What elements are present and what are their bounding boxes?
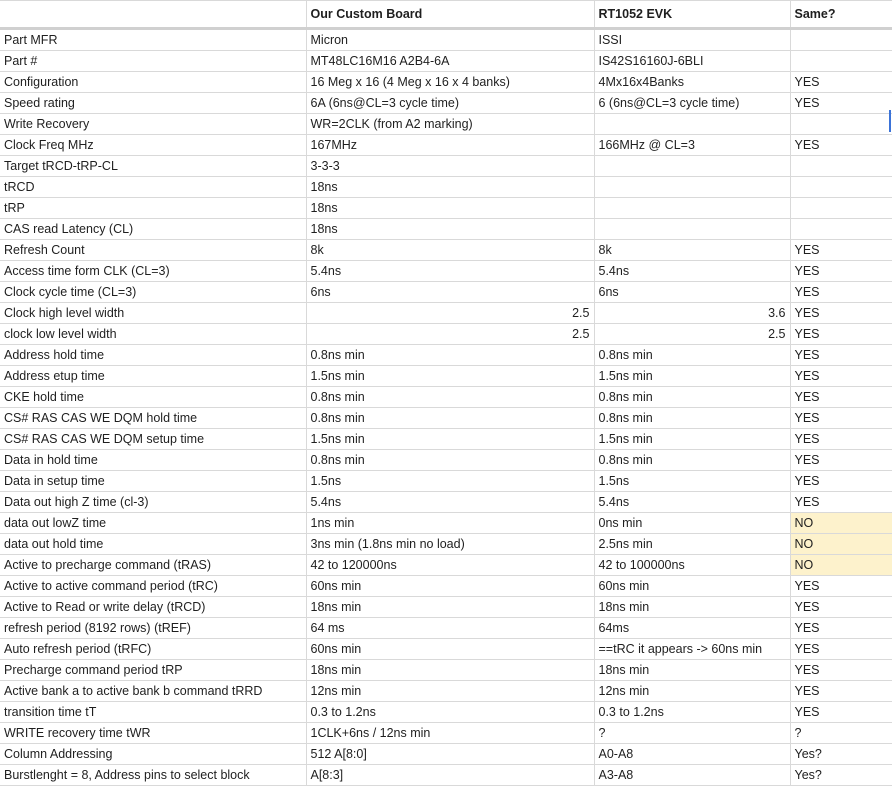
- same-flag-cell[interactable]: ?: [790, 723, 892, 744]
- same-flag-cell[interactable]: [790, 29, 892, 51]
- value-cell[interactable]: 0.8ns min: [306, 450, 594, 471]
- row-label-cell[interactable]: Auto refresh period (tRFC): [0, 639, 306, 660]
- value-cell[interactable]: [594, 198, 790, 219]
- table-row: [0, 240, 892, 261]
- row-label-cell[interactable]: WRITE recovery time tWR: [0, 723, 306, 744]
- value-cell[interactable]: 2.5: [594, 324, 790, 345]
- same-flag-cell[interactable]: [790, 177, 892, 198]
- row-label-cell[interactable]: Part #: [0, 51, 306, 72]
- column-header[interactable]: RT1052 EVK: [594, 1, 790, 29]
- same-flag-cell[interactable]: YES: [790, 471, 892, 492]
- value-cell[interactable]: 8k: [594, 240, 790, 261]
- table-row: [0, 555, 892, 576]
- same-flag-cell[interactable]: YES: [790, 660, 892, 681]
- row-label-cell[interactable]: Column Addressing: [0, 744, 306, 765]
- table-row: [0, 177, 892, 198]
- value-cell[interactable]: 1CLK+6ns / 12ns min: [306, 723, 594, 744]
- value-cell[interactable]: 5.4ns: [306, 261, 594, 282]
- same-flag-cell[interactable]: YES: [790, 681, 892, 702]
- value-cell[interactable]: 1.5ns: [306, 471, 594, 492]
- row-label-cell[interactable]: CS# RAS CAS WE DQM setup time: [0, 429, 306, 450]
- row-label-cell[interactable]: tRP: [0, 198, 306, 219]
- value-cell[interactable]: 3ns min (1.8ns min no load): [306, 534, 594, 555]
- same-flag-cell[interactable]: [790, 156, 892, 177]
- value-cell[interactable]: 8k: [306, 240, 594, 261]
- value-cell[interactable]: 0.3 to 1.2ns: [306, 702, 594, 723]
- value-cell[interactable]: 64 ms: [306, 618, 594, 639]
- value-cell[interactable]: 3-3-3: [306, 156, 594, 177]
- value-cell[interactable]: 2.5ns min: [594, 534, 790, 555]
- column-header[interactable]: Same?: [790, 1, 892, 29]
- value-cell[interactable]: 0.8ns min: [306, 408, 594, 429]
- value-cell[interactable]: IS42S16160J-6BLI: [594, 51, 790, 72]
- same-flag-cell[interactable]: [790, 219, 892, 240]
- table-row: [0, 429, 892, 450]
- table-row: [0, 765, 892, 786]
- value-cell[interactable]: 1.5ns min: [306, 429, 594, 450]
- row-label-cell[interactable]: Precharge command period tRP: [0, 660, 306, 681]
- same-flag-cell[interactable]: YES: [790, 366, 892, 387]
- row-label-cell[interactable]: Active to Read or write delay (tRCD): [0, 597, 306, 618]
- table-row: [0, 618, 892, 639]
- same-flag-cell[interactable]: YES: [790, 618, 892, 639]
- table-row: [0, 471, 892, 492]
- value-cell[interactable]: 0.8ns min: [594, 450, 790, 471]
- row-label-cell[interactable]: Write Recovery: [0, 114, 306, 135]
- value-cell[interactable]: 6ns: [594, 282, 790, 303]
- value-cell[interactable]: [594, 219, 790, 240]
- same-flag-cell[interactable]: YES: [790, 261, 892, 282]
- value-cell[interactable]: 166MHz @ CL=3: [594, 135, 790, 156]
- row-label-cell[interactable]: Active to active command period (tRC): [0, 576, 306, 597]
- row-label-cell[interactable]: Target tRCD-tRP-CL: [0, 156, 306, 177]
- same-flag-cell[interactable]: YES: [790, 303, 892, 324]
- row-label-cell[interactable]: refresh period (8192 rows) (tREF): [0, 618, 306, 639]
- table-row: [0, 744, 892, 765]
- row-label-cell[interactable]: Clock high level width: [0, 303, 306, 324]
- value-cell[interactable]: 18ns: [306, 177, 594, 198]
- cell-cursor-marker: [889, 110, 891, 132]
- table-row: [0, 261, 892, 282]
- value-cell[interactable]: 6A (6ns@CL=3 cycle time): [306, 93, 594, 114]
- value-cell[interactable]: 18ns min: [594, 597, 790, 618]
- table-row: [0, 681, 892, 702]
- same-flag-cell[interactable]: YES: [790, 639, 892, 660]
- row-label-cell[interactable]: data out hold time: [0, 534, 306, 555]
- same-flag-cell[interactable]: YES: [790, 72, 892, 93]
- row-label-cell[interactable]: CS# RAS CAS WE DQM hold time: [0, 408, 306, 429]
- value-cell[interactable]: 12ns min: [594, 681, 790, 702]
- value-cell[interactable]: 0.8ns min: [594, 387, 790, 408]
- value-cell[interactable]: 18ns min: [306, 660, 594, 681]
- same-flag-cell[interactable]: Yes?: [790, 765, 892, 786]
- row-label-cell[interactable]: tRCD: [0, 177, 306, 198]
- row-label-cell[interactable]: Data in setup time: [0, 471, 306, 492]
- row-label-cell[interactable]: transition time tT: [0, 702, 306, 723]
- value-cell[interactable]: 18ns: [306, 219, 594, 240]
- value-cell[interactable]: 18ns: [306, 198, 594, 219]
- value-cell[interactable]: 3.6: [594, 303, 790, 324]
- table-row: [0, 29, 892, 51]
- value-cell[interactable]: ISSI: [594, 29, 790, 51]
- value-cell[interactable]: A0-A8: [594, 744, 790, 765]
- same-flag-cell[interactable]: NO: [790, 513, 892, 534]
- same-flag-cell[interactable]: YES: [790, 597, 892, 618]
- table-row: [0, 219, 892, 240]
- table-row: [0, 51, 892, 72]
- value-cell[interactable]: MT48LC16M16 A2B4-6A: [306, 51, 594, 72]
- value-cell[interactable]: 0.8ns min: [594, 408, 790, 429]
- table-row: [0, 723, 892, 744]
- row-label-cell[interactable]: Part MFR: [0, 29, 306, 51]
- value-cell[interactable]: 1.5ns: [594, 471, 790, 492]
- same-flag-cell[interactable]: YES: [790, 93, 892, 114]
- same-flag-cell[interactable]: YES: [790, 282, 892, 303]
- value-cell[interactable]: Micron: [306, 29, 594, 51]
- value-cell[interactable]: 1.5ns min: [594, 429, 790, 450]
- same-flag-cell[interactable]: YES: [790, 387, 892, 408]
- row-label-cell[interactable]: Address etup time: [0, 366, 306, 387]
- value-cell[interactable]: 60ns min: [594, 576, 790, 597]
- value-cell[interactable]: 6ns: [306, 282, 594, 303]
- value-cell[interactable]: WR=2CLK (from A2 marking): [306, 114, 594, 135]
- value-cell[interactable]: 18ns min: [594, 660, 790, 681]
- same-flag-cell[interactable]: YES: [790, 240, 892, 261]
- value-cell[interactable]: [594, 177, 790, 198]
- same-flag-cell[interactable]: Yes?: [790, 744, 892, 765]
- row-label-cell[interactable]: Speed rating: [0, 93, 306, 114]
- row-label-cell[interactable]: data out lowZ time: [0, 513, 306, 534]
- same-flag-cell[interactable]: YES: [790, 492, 892, 513]
- value-cell[interactable]: A[8:3]: [306, 765, 594, 786]
- same-flag-cell[interactable]: [790, 198, 892, 219]
- value-cell[interactable]: 0.8ns min: [306, 345, 594, 366]
- row-label-cell[interactable]: Clock Freq MHz: [0, 135, 306, 156]
- value-cell[interactable]: 0.8ns min: [594, 345, 790, 366]
- value-cell[interactable]: 18ns min: [306, 597, 594, 618]
- row-label-cell[interactable]: Configuration: [0, 72, 306, 93]
- value-cell[interactable]: [594, 114, 790, 135]
- same-flag-cell[interactable]: NO: [790, 534, 892, 555]
- row-label-cell[interactable]: CKE hold time: [0, 387, 306, 408]
- same-flag-cell[interactable]: NO: [790, 555, 892, 576]
- same-flag-cell[interactable]: YES: [790, 702, 892, 723]
- same-flag-cell[interactable]: YES: [790, 576, 892, 597]
- same-flag-cell[interactable]: YES: [790, 135, 892, 156]
- value-cell[interactable]: 5.4ns: [594, 261, 790, 282]
- header-row: [0, 1, 892, 29]
- value-cell[interactable]: 42 to 100000ns: [594, 555, 790, 576]
- same-flag-cell[interactable]: [790, 114, 892, 135]
- table-row: [0, 324, 892, 345]
- table-row: [0, 660, 892, 681]
- value-cell[interactable]: 64ms: [594, 618, 790, 639]
- value-cell[interactable]: [594, 156, 790, 177]
- table-row: [0, 387, 892, 408]
- value-cell[interactable]: 167MHz: [306, 135, 594, 156]
- table-row: [0, 303, 892, 324]
- same-flag-cell[interactable]: [790, 51, 892, 72]
- table-row: [0, 114, 892, 135]
- row-label-cell[interactable]: Active to precharge command (tRAS): [0, 555, 306, 576]
- value-cell[interactable]: ==tRC it appears -> 60ns min: [594, 639, 790, 660]
- value-cell[interactable]: 42 to 120000ns: [306, 555, 594, 576]
- table-row: [0, 345, 892, 366]
- table-row: [0, 135, 892, 156]
- table-row: [0, 156, 892, 177]
- row-label-cell[interactable]: Address hold time: [0, 345, 306, 366]
- table-row: [0, 93, 892, 114]
- value-cell[interactable]: 1.5ns min: [306, 366, 594, 387]
- value-cell[interactable]: 512 A[8:0]: [306, 744, 594, 765]
- table-row: [0, 597, 892, 618]
- table-row: [0, 198, 892, 219]
- value-cell[interactable]: 60ns min: [306, 639, 594, 660]
- value-cell[interactable]: A3-A8: [594, 765, 790, 786]
- column-header[interactable]: [0, 1, 306, 29]
- same-flag-cell[interactable]: YES: [790, 324, 892, 345]
- row-label-cell[interactable]: Clock cycle time (CL=3): [0, 282, 306, 303]
- value-cell[interactable]: 12ns min: [306, 681, 594, 702]
- table-row: [0, 576, 892, 597]
- row-label-cell[interactable]: clock low level width: [0, 324, 306, 345]
- row-label-cell[interactable]: Access time form CLK (CL=3): [0, 261, 306, 282]
- value-cell[interactable]: 0ns min: [594, 513, 790, 534]
- table-row: [0, 366, 892, 387]
- same-flag-cell[interactable]: YES: [790, 408, 892, 429]
- row-label-cell[interactable]: Data out high Z time (cl-3): [0, 492, 306, 513]
- value-cell[interactable]: 1.5ns min: [594, 366, 790, 387]
- value-cell[interactable]: 1ns min: [306, 513, 594, 534]
- table-row: [0, 450, 892, 471]
- row-label-cell[interactable]: Refresh Count: [0, 240, 306, 261]
- same-flag-cell[interactable]: YES: [790, 345, 892, 366]
- row-label-cell[interactable]: Active bank a to active bank b command tRRD: [0, 681, 306, 702]
- value-cell[interactable]: ?: [594, 723, 790, 744]
- table-row: [0, 639, 892, 660]
- table-row: [0, 513, 892, 534]
- table-row: [0, 72, 892, 93]
- table-row: [0, 702, 892, 723]
- table-row: [0, 408, 892, 429]
- row-label-cell[interactable]: Burstlenght = 8, Address pins to select block: [0, 765, 306, 786]
- table-row: [0, 534, 892, 555]
- value-cell[interactable]: 5.4ns: [594, 492, 790, 513]
- value-cell[interactable]: 2.5: [306, 324, 594, 345]
- value-cell[interactable]: 2.5: [306, 303, 594, 324]
- same-flag-cell[interactable]: YES: [790, 429, 892, 450]
- value-cell[interactable]: 5.4ns: [306, 492, 594, 513]
- value-cell[interactable]: 0.3 to 1.2ns: [594, 702, 790, 723]
- row-label-cell[interactable]: CAS read Latency (CL): [0, 219, 306, 240]
- same-flag-cell[interactable]: YES: [790, 450, 892, 471]
- value-cell[interactable]: 60ns min: [306, 576, 594, 597]
- table-row: [0, 282, 892, 303]
- table-row: [0, 492, 892, 513]
- value-cell[interactable]: 16 Meg x 16 (4 Meg x 16 x 4 banks): [306, 72, 594, 93]
- row-label-cell[interactable]: Data in hold time: [0, 450, 306, 471]
- value-cell[interactable]: 4Mx16x4Banks: [594, 72, 790, 93]
- value-cell[interactable]: 6 (6ns@CL=3 cycle time): [594, 93, 790, 114]
- value-cell[interactable]: 0.8ns min: [306, 387, 594, 408]
- column-header[interactable]: Our Custom Board: [306, 1, 594, 29]
